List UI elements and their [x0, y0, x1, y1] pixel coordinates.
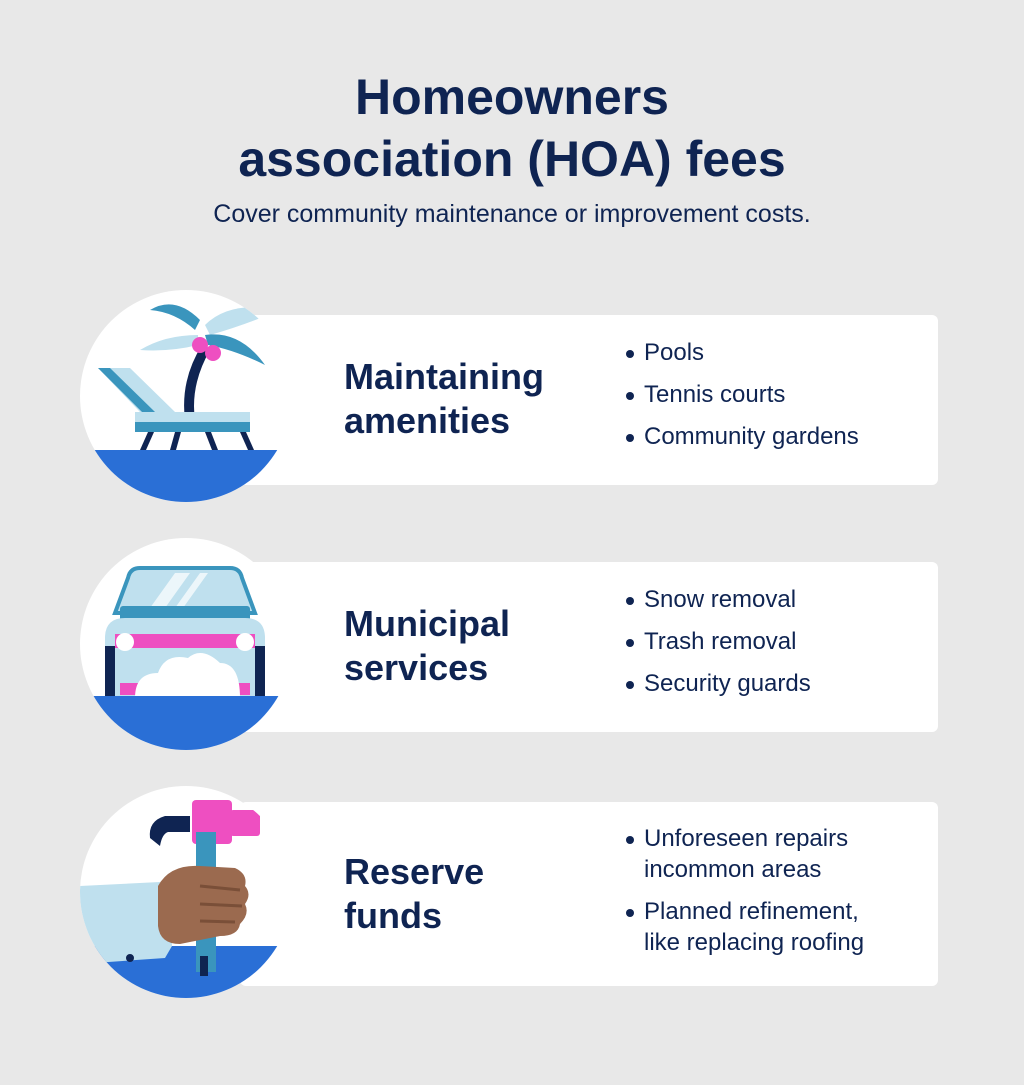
- section-title: [344, 602, 604, 690]
- bullet-list: [624, 337, 924, 463]
- section-title-line-2: amenities: [344, 400, 511, 441]
- section-title-line-2: funds: [344, 895, 442, 936]
- bullet-item: [624, 896, 924, 958]
- bullet-item: Tennis courts: [624, 379, 924, 410]
- section-title-line-1: Maintaining: [344, 356, 544, 397]
- section-title: [344, 850, 604, 938]
- section-card: [240, 802, 938, 986]
- bullet-line: like replacing roofing: [644, 929, 865, 956]
- bullet-item: Community gardens: [624, 421, 924, 452]
- page-title-line-2: association (HOA) fees: [238, 131, 786, 187]
- bullet-list: [624, 823, 924, 969]
- section-reserve-funds: [0, 786, 1024, 1016]
- section-title-line-2: services: [344, 647, 489, 688]
- section-municipal-services: [0, 538, 1024, 768]
- section-title-line-1: Municipal: [344, 603, 511, 644]
- hand-holding-hammer-icon: [80, 786, 292, 998]
- bullet-item: Snow removal: [624, 584, 924, 615]
- bullet-item: [624, 823, 924, 885]
- bullet-line: Unforeseen repairs: [644, 825, 849, 852]
- section-title-line-1: Reserve: [344, 851, 485, 892]
- bullet-list: [624, 584, 924, 710]
- section-title: [344, 355, 604, 443]
- bullet-item: Security guards: [624, 668, 924, 699]
- page-title-line-1: Homeowners: [355, 69, 669, 125]
- palm-tree-lounge-chair-icon: [80, 290, 292, 502]
- snow-covered-car-icon: [80, 538, 292, 750]
- page-subtitle: Cover community maintenance or improvement costs.: [213, 200, 811, 228]
- bullet-item: Trash removal: [624, 626, 924, 657]
- section-card: [240, 315, 938, 485]
- page-title: [0, 66, 1024, 190]
- bullet-line: incommon areas: [644, 856, 822, 883]
- section-maintaining-amenities: [0, 290, 1024, 520]
- section-card: [240, 562, 938, 732]
- bullet-line: Planned refinement,: [644, 898, 859, 925]
- bullet-item: Pools: [624, 337, 924, 368]
